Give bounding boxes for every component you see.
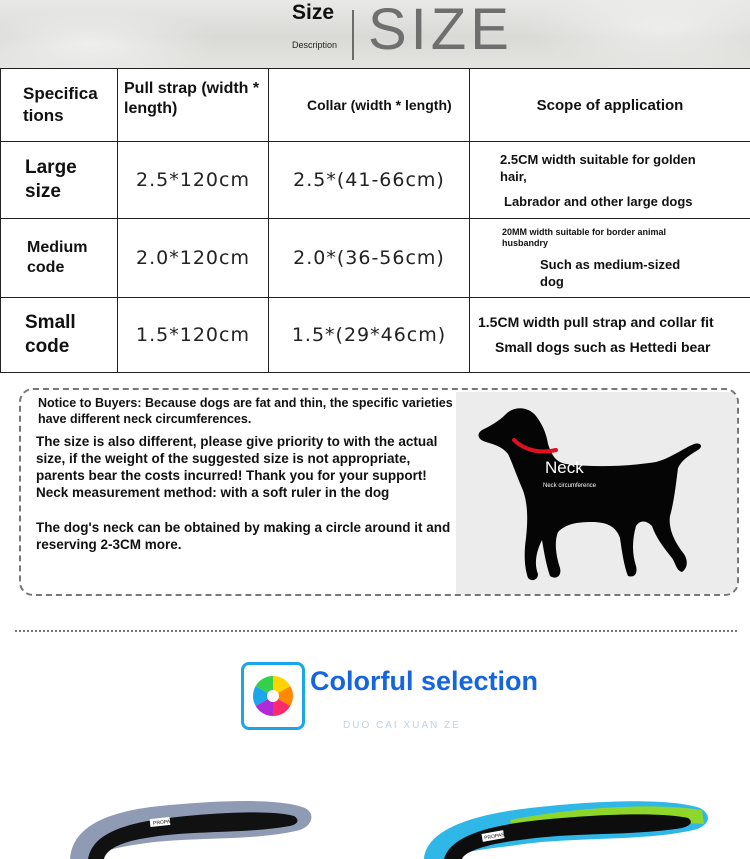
table-row (1, 298, 750, 373)
header-spec: Specifica tions (1, 69, 118, 142)
collar-value: 1.5*(29*46cm) (269, 298, 470, 373)
pull-value: 2.5*120cm (118, 142, 269, 219)
neck-label: Neck (545, 458, 584, 477)
header-description: Description (292, 40, 338, 50)
table-row (1, 219, 750, 298)
header-divider (352, 10, 354, 60)
leash-brand-label: PROPASSEL (152, 817, 184, 827)
color-wheel-icon (241, 662, 305, 730)
scope-line: 20MM width suitable for border animal husbandry (502, 226, 667, 248)
row-label-small: Small code (1, 298, 118, 373)
leash-brand-label: PROPASSEL (483, 830, 515, 842)
header-title-small: Size (292, 1, 335, 24)
colorful-selection-subtitle: DUO CAI XUAN ZE (343, 720, 461, 731)
scope-line: 2.5CM width suitable for golden hair, (500, 151, 696, 184)
header-title-big: SIZE (368, 0, 513, 62)
collar-value: 2.0*(36-56cm) (269, 219, 470, 298)
dog-illustration-panel (456, 392, 738, 596)
scope-line: Labrador and other large dogs (504, 193, 693, 209)
row-label-medium: Medium code (1, 219, 118, 298)
collar-value: 2.5*(41-66cm) (269, 142, 470, 219)
leash-preview-blue (420, 790, 720, 859)
section-divider (15, 630, 737, 632)
header-scope: Scope of application (470, 69, 750, 142)
header-collar: Collar (width * length) (269, 69, 470, 142)
notice-para-2: The size is also different, please give priority to with the actual size, if the weight of the suggested size is not appropriate, parents bear the costs incurred! Thank you for your support! Neck measurement method: with a soft ruler in the dog (36, 434, 438, 500)
table-row (1, 142, 750, 219)
scope-cell (470, 142, 750, 219)
dog-silhouette-icon (456, 392, 738, 596)
row-label-large: Large size (1, 142, 118, 219)
size-table (0, 68, 750, 373)
notice-para-3: The dog's neck can be obtained by making a circle around it and reserving 2-3CM more. (36, 520, 451, 552)
colorful-selection-title: Colorful selection (310, 666, 539, 696)
scope-cell (470, 219, 750, 298)
neck-circumference-label: Neck circumference (543, 483, 597, 489)
scope-line: Such as medium-sized dog (540, 256, 681, 289)
buyer-notice (19, 388, 739, 596)
size-header (0, 0, 750, 68)
notice-text (36, 395, 456, 553)
scope-line: Small dogs such as Hettedi bear (495, 339, 711, 355)
scope-line: 1.5CM width pull strap and collar fit (478, 314, 714, 330)
pull-value: 1.5*120cm (118, 298, 269, 373)
pull-value: 2.0*120cm (118, 219, 269, 298)
header-pull-strap: Pull strap (width * length) (118, 69, 269, 142)
table-header-row (1, 69, 750, 142)
leash-preview-gray (50, 790, 320, 859)
scope-cell (470, 298, 750, 373)
notice-para-1: Notice to Buyers: Because dogs are fat and thin, the specific varieties have different neck circumferences. (38, 396, 453, 426)
